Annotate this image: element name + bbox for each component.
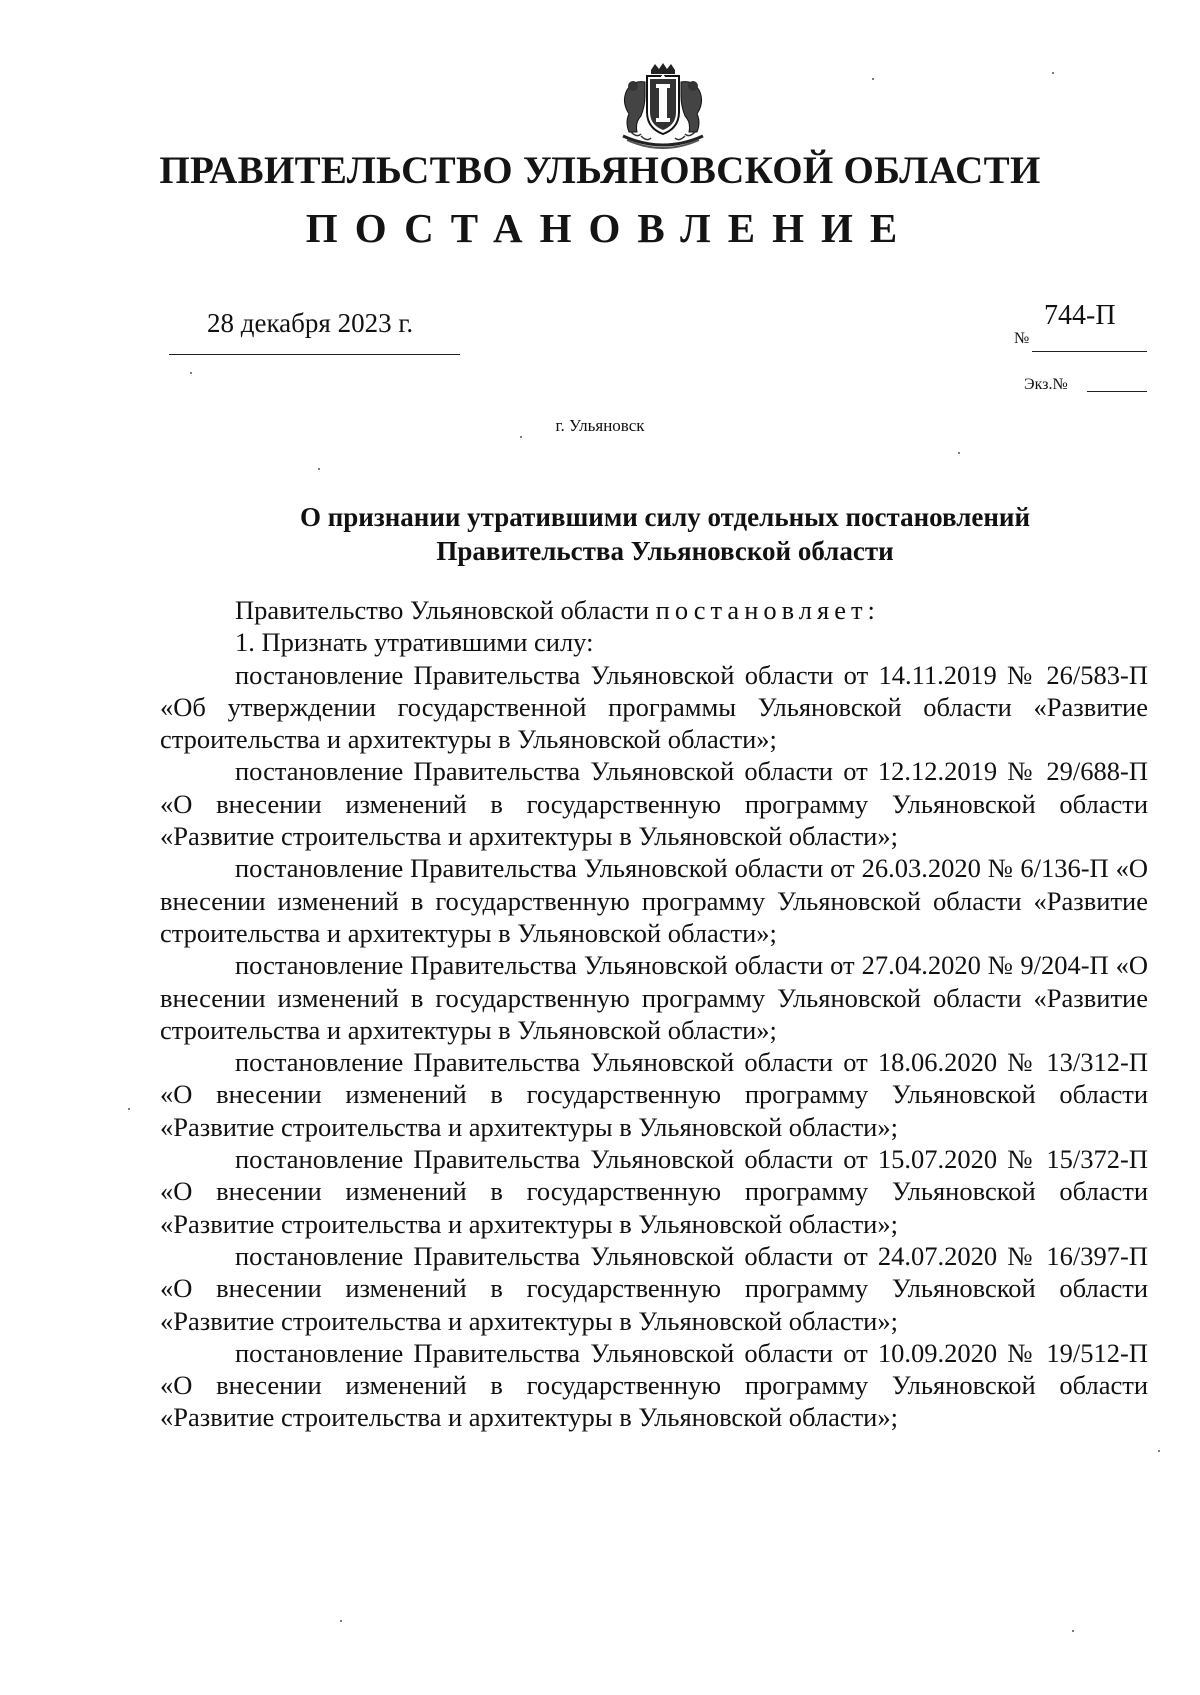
copy-number-label: Экз.№ [1024, 376, 1068, 393]
authority-name: ПРАВИТЕЛЬСТВО УЛЬЯНОВСКОЙ ОБЛАСТИ [159, 149, 1041, 192]
scan-speck [318, 468, 320, 470]
intro-verb: постановляет: [655, 595, 880, 625]
document-title [160, 500, 1170, 568]
repealed-act: постановление Правительства Ульяновской области от 26.03.2020 № 6/136-П «О внесении изменений в государственную программу Ульяновской области «Развитие строительства и архитектуры в Ульяновской области»; [160, 853, 1148, 948]
repealed-act: постановление Правительства Ульяновской области от 24.07.2020 № 16/397-П «О внесении изменений в государственную программу Ульяновской области «Развитие строительства и архитектуры в Ульяновской области»; [160, 1240, 1148, 1336]
title-line-2: Правительства Ульяновской области [436, 536, 894, 566]
document-body [160, 594, 1148, 1434]
scan-speck [958, 452, 960, 454]
number-sign: № [1014, 330, 1030, 347]
date-underline [169, 354, 460, 355]
scan-speck [190, 372, 192, 374]
scan-speck [1158, 1450, 1160, 1452]
city-name: г. Ульяновск [555, 416, 645, 435]
document-type: ПОСТАНОВЛЕНИЕ [305, 205, 915, 251]
scan-speck [128, 1108, 130, 1110]
scan-speck [340, 1620, 342, 1622]
item-1: 1. Признать утратившими силу: [235, 627, 594, 658]
scan-speck [1072, 1630, 1074, 1632]
repealed-act: постановление Правительства Ульяновской области от 15.07.2020 № 15/372-П «О внесении изменений в государственную программу Ульяновской области «Развитие строительства и архитектуры в Ульяновской области»; [160, 1144, 1148, 1239]
repealed-act: постановление Правительства Ульяновской области от 18.06.2020 № 13/312-П «О внесении изменений в государственную программу Ульяновской области «Развитие строительства и архитектуры в Ульяновской области»; [160, 1047, 1148, 1142]
scan-speck [520, 436, 522, 438]
intro-text: Правительство Ульяновской области [235, 595, 650, 625]
document-date: 28 декабря 2023 г. [207, 308, 414, 338]
scan-speck [872, 78, 874, 80]
repealed-act: постановление Правительства Ульяновской области от 27.04.2020 № 9/204-П «О внесении изменений в государственную программу Ульяновской области «Развитие строительства и архитектуры в Ульяновской области»; [160, 950, 1148, 1045]
coat-of-arms-icon [611, 62, 715, 152]
title-line-1: О признании утратившими силу отдельных постановлений [299, 502, 1031, 532]
document-number: 744-П [1044, 300, 1116, 331]
repealed-act: постановление Правительства Ульяновской области от 14.11.2019 № 26/583-П «Об утверждении государственной программы Ульяновской области «Развитие строительства и архитектуры в Ульяновской области»; [160, 659, 1148, 755]
scan-speck [1052, 72, 1054, 74]
copy-number-underline [1087, 391, 1147, 392]
repealed-act: постановление Правительства Ульяновской области от 12.12.2019 № 29/688-П «О внесении изменений в государственную программу Ульяновской области «Развитие строительства и архитектуры в Ульяновской области»; [160, 756, 1148, 852]
repealed-act: постановление Правительства Ульяновской области от 10.09.2020 № 19/512-П «О внесении изменений в государственную программу Ульяновской области «Развитие строительства и архитектуры в Ульяновской области»; [160, 1337, 1148, 1433]
intro-paragraph [160, 594, 1148, 626]
number-underline [1032, 351, 1147, 352]
